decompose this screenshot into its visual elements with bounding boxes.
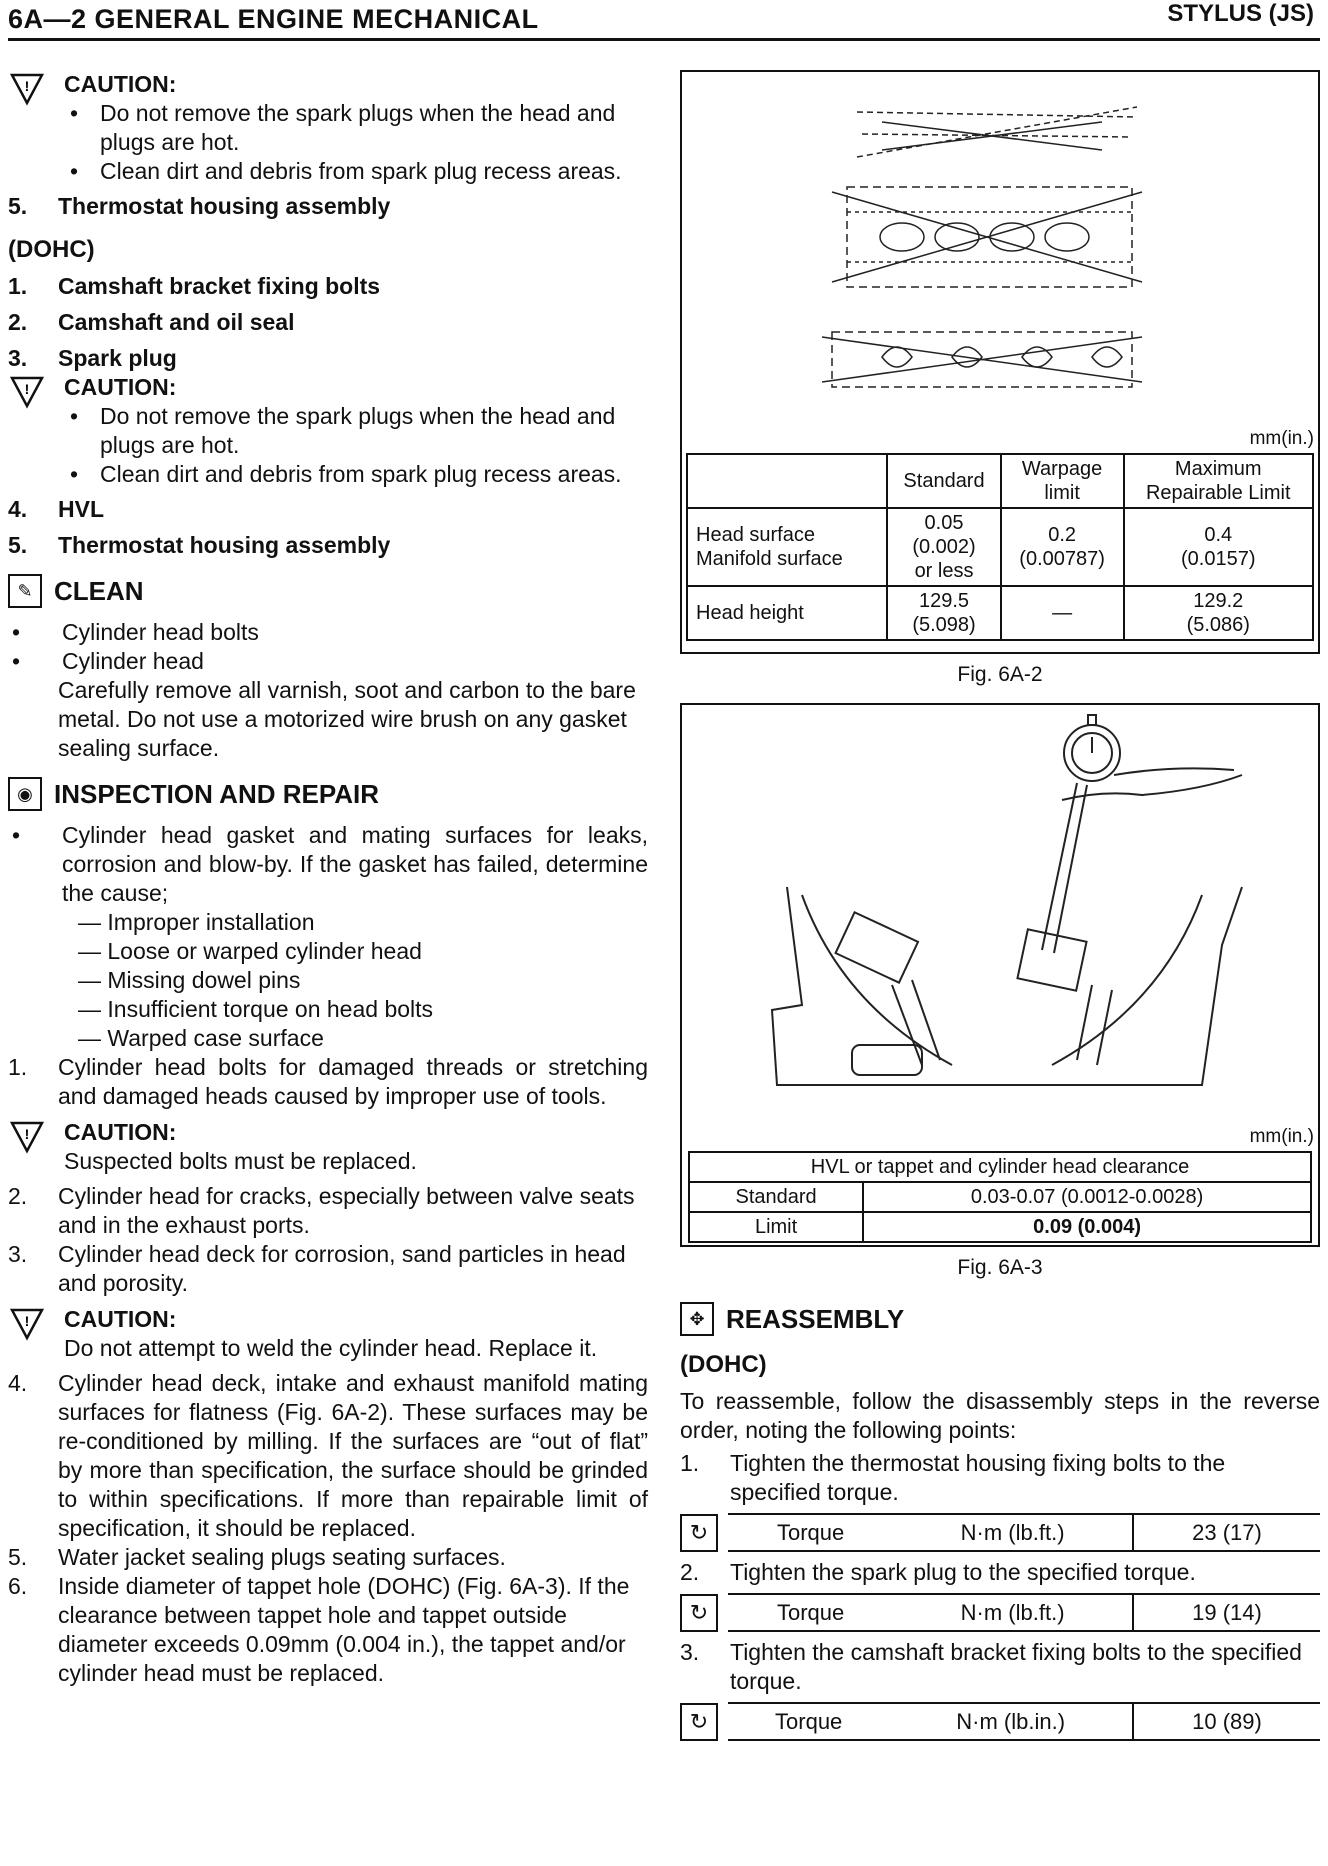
bullet-item: • Cylinder head gasket and mating surfaces for leaks, corrosion and blow-by. If the gasket has failed, determine the cause; <box>12 822 648 906</box>
figure-6a-3 <box>680 703 1320 1247</box>
bullet-item: • Cylinder head <box>12 648 204 674</box>
torque-wrench-icon: ↻ <box>680 1703 718 1741</box>
torque-wrench-icon: ↻ <box>680 1594 718 1632</box>
torque-unit: N·m (lb.ft.) <box>893 1514 1133 1551</box>
table-cell: 129.2 (5.086) <box>1124 586 1314 640</box>
table-cell: 0.09 (0.004) <box>863 1212 1311 1242</box>
dohc-label: (DOHC) <box>680 1351 767 1378</box>
list-item: 5. Thermostat housing assembly <box>8 532 391 558</box>
table-cell: 0.05 (0.002) or less <box>887 508 1000 586</box>
caution-title: CAUTION: <box>64 71 177 97</box>
table-cell: Head height <box>687 586 887 640</box>
torque-value: 10 (89) <box>1133 1703 1320 1740</box>
caution-icon <box>10 1120 44 1154</box>
torque-label: Torque <box>728 1594 893 1631</box>
figure-caption: Fig. 6A-2 <box>957 663 1043 686</box>
unit-label: mm(in.) <box>1249 1126 1314 1147</box>
caution-icon <box>10 72 44 106</box>
dohc-label: (DOHC) <box>8 236 95 263</box>
table-header: Standard <box>887 454 1000 508</box>
torque-value: 19 (14) <box>1133 1594 1320 1631</box>
inspection-heading: ◉ INSPECTION AND REPAIR <box>8 777 648 811</box>
cause-list <box>78 908 648 1053</box>
caution-title: CAUTION: <box>64 1119 177 1145</box>
reassembly-icon: ✥ <box>680 1302 714 1336</box>
caution-title: CAUTION: <box>64 374 177 400</box>
list-item: — Warped case surface <box>78 1025 324 1051</box>
list-item: 3. Tighten the camshaft bracket fixing bolts to the specified torque. <box>680 1639 1302 1694</box>
torque-spec <box>680 1702 1320 1741</box>
list-item: 4. HVL <box>8 496 104 522</box>
bullet-item: • Cylinder head bolts <box>12 619 259 645</box>
inspection-icon: ◉ <box>8 777 42 811</box>
list-item: 5. Thermostat housing assembly <box>8 193 391 219</box>
torque-value: 23 (17) <box>1133 1514 1320 1551</box>
page-title: 6A—2 GENERAL ENGINE MECHANICAL <box>8 4 539 34</box>
torque-unit: N·m (lb.in.) <box>889 1703 1133 1740</box>
torque-label: Torque <box>728 1514 893 1551</box>
torque-wrench-icon: ↻ <box>680 1514 718 1552</box>
caution-item: • Do not remove the spark plugs when the head and plugs are hot. <box>100 99 648 157</box>
clearance-spec-table <box>688 1151 1312 1243</box>
table-header <box>687 454 887 508</box>
clean-heading: ✎ CLEAN <box>8 574 648 608</box>
list-item: — Insufficient torque on head bolts <box>78 996 434 1022</box>
model-label: STYLUS (JS) <box>1167 0 1314 27</box>
caution-text: Suspected bolts must be replaced. <box>64 1148 417 1174</box>
reassembly-intro: To reassemble, follow the disassembly steps in the reverse order, noting the following points: <box>680 1388 1320 1443</box>
list-item: 2. Tighten the spark plug to the specified torque. <box>680 1559 1196 1585</box>
svg-text:!: ! <box>24 381 30 397</box>
list-item: — Loose or warped cylinder head <box>78 938 422 964</box>
table-cell: Standard <box>689 1182 863 1212</box>
caution-item: • Clean dirt and debris from spark plug recess areas. <box>100 157 648 186</box>
figure-6a-2 <box>680 70 1320 654</box>
reassembly-heading: ✥ REASSEMBLY <box>680 1302 1320 1336</box>
table-cell: — <box>1001 586 1124 640</box>
list-item: — Improper installation <box>78 909 315 935</box>
clean-paragraph: Carefully remove all varnish, soot and carbon to the bare metal. Do not use a motorized wire brush on any gasket sealing surface. <box>58 677 636 761</box>
caution-block <box>8 1305 648 1363</box>
brush-icon: ✎ <box>8 574 42 608</box>
caution-item: • Clean dirt and debris from spark plug recess areas. <box>100 460 648 489</box>
table-header: Warpage limit <box>1001 454 1124 508</box>
svg-text:!: ! <box>24 78 30 94</box>
torque-label: Torque <box>728 1703 889 1740</box>
tappet-bore-gauge-diagram <box>682 705 1318 1115</box>
list-item: — Missing dowel pins <box>78 967 301 993</box>
caution-block <box>8 373 648 489</box>
caution-title: CAUTION: <box>64 1306 177 1332</box>
header-divider <box>8 38 1320 41</box>
torque-spec <box>680 1593 1320 1632</box>
flatness-spec-table <box>686 453 1314 641</box>
caution-icon <box>10 375 44 409</box>
caution-icon <box>10 1307 44 1341</box>
svg-text:!: ! <box>24 1126 30 1142</box>
list-item: 2. Camshaft and oil seal <box>8 309 295 335</box>
table-cell: 129.5 (5.098) <box>887 586 1000 640</box>
svg-text:!: ! <box>24 1313 30 1329</box>
caution-text: Do not attempt to weld the cylinder head. Replace it. <box>64 1335 598 1361</box>
list-item: 1. Cylinder head bolts for damaged threads or stretching and damaged heads caused by improper use of tools. <box>8 1054 648 1109</box>
list-item: 1. Tighten the thermostat housing fixing bolts to the specified torque. <box>680 1450 1226 1505</box>
cylinder-head-flatness-diagram <box>682 72 1318 417</box>
table-cell: Limit <box>689 1212 863 1242</box>
table-title: HVL or tappet and cylinder head clearance <box>689 1152 1311 1182</box>
table-cell: Head surface Manifold surface <box>687 508 887 586</box>
unit-label: mm(in.) <box>1249 428 1314 449</box>
list-item: 3. Cylinder head deck for corrosion, sand particles in head and porosity. <box>8 1241 626 1296</box>
torque-spec <box>680 1513 1320 1552</box>
list-item: 6. Inside diameter of tappet hole (DOHC) (Fig. 6A-3). If the clearance between tappet hole and tappet outside diameter exceeds 0.09mm (0.004 in.), the tappet and/or cylinder head must be replaced. <box>8 1573 630 1686</box>
table-cell: 0.2 (0.00787) <box>1001 508 1124 586</box>
list-item: 2. Cylinder head for cracks, especially between valve seats and in the exhaust ports. <box>8 1183 635 1238</box>
caution-block <box>8 70 648 186</box>
list-item: 3. Spark plug <box>8 345 177 371</box>
table-cell: 0.03-0.07 (0.0012-0.0028) <box>863 1182 1311 1212</box>
right-column <box>680 70 1320 1747</box>
torque-unit: N·m (lb.ft.) <box>893 1594 1133 1631</box>
figure-caption: Fig. 6A-3 <box>957 1256 1043 1279</box>
left-column <box>8 70 648 1695</box>
caution-block <box>8 1118 648 1176</box>
table-cell: 0.4 (0.0157) <box>1124 508 1314 586</box>
list-item: 4. Cylinder head deck, intake and exhaust manifold mating surfaces for flatness (Fig. 6A-2). These surfaces may be re-conditioned by milling. If the surfaces are “out of flat” by more than specification, the surface should be grinded to within specifications. If more than repairable limit of specification, it should be replaced. <box>8 1370 648 1541</box>
caution-item: • Do not remove the spark plugs when the head and plugs are hot. <box>100 402 648 460</box>
list-item: 1. Camshaft bracket fixing bolts <box>8 273 381 299</box>
list-item: 5. Water jacket sealing plugs seating surfaces. <box>8 1544 506 1570</box>
table-header: Maximum Repairable Limit <box>1124 454 1314 508</box>
